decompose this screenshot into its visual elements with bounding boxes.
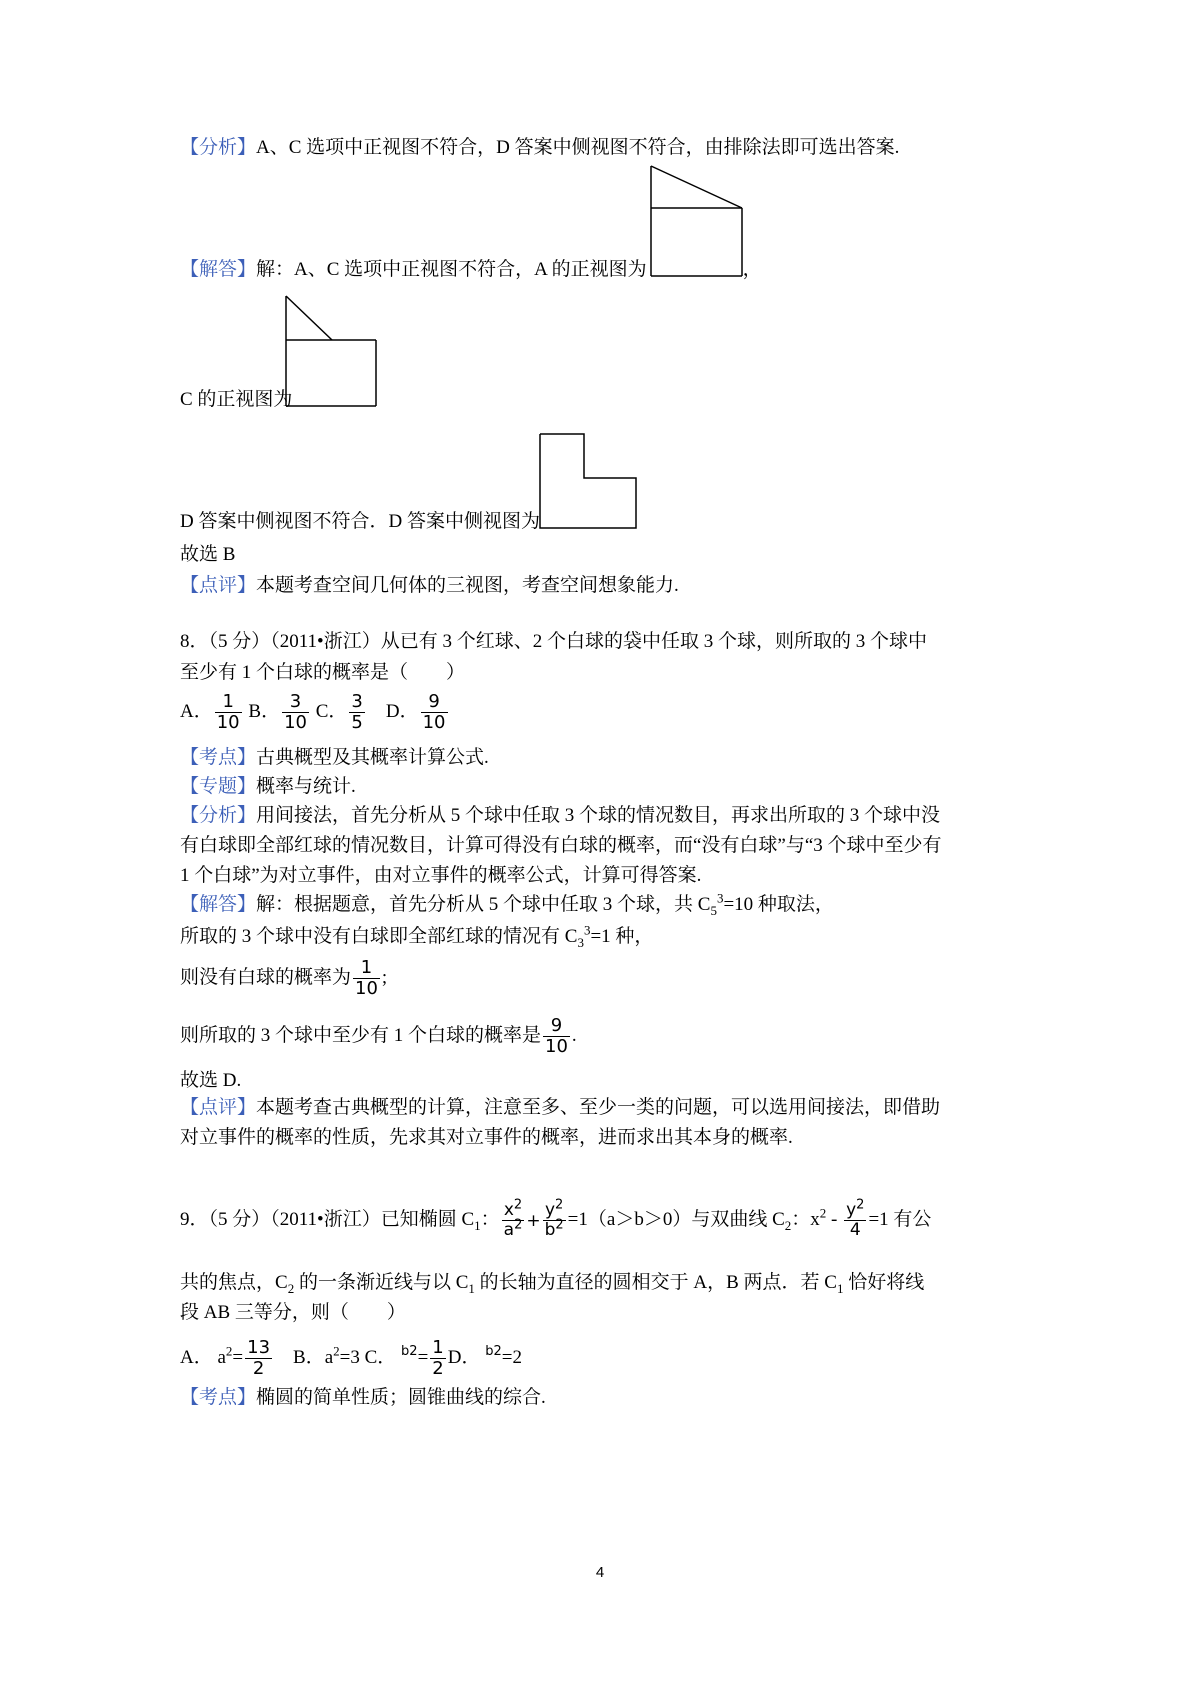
q7-c-view-text: C 的正视图为 [180, 389, 293, 410]
q7-comment [180, 574, 679, 598]
page-number: 4 [595, 1564, 605, 1581]
option-a-fraction: $\frac{13}{2}$ [247, 1337, 271, 1380]
option-d-fraction: $\frac{9}{10}$ [422, 691, 446, 734]
q8-kaodian: 【考点】古典概型及其概率计算公式. [180, 747, 489, 768]
prob-no-white-fraction: $\frac{1}{10}$ [355, 957, 378, 1000]
q8-options: A． $\frac{1}{10}$ B． $\frac{3}{10}$ C． $\frac{3}{5}$ D． $\frac{9}{10}$ [180, 691, 446, 734]
q8-comment-line2: 对立事件的概率的性质，先求其对立事件的概率，进而求出其本身的概率. [180, 1127, 793, 1148]
q8-analysis-line1: 【分析】用间接法，首先分析从 5 个球中任取 3 个球的情况数目，再求出所取的 3 个球中没 [180, 805, 941, 826]
q9-stem-line1: 9．（5 分）（2011•浙江）已知椭圆 $C_1$： $\frac{x^2}{a^2}$ + $\frac{y^2}{b^2}$ =1（a＞b＞0）与双曲线 $C_2$：$x^2$ - $\frac{y^2}{4}$ =1 有公 [180, 1197, 932, 1241]
option-a-fraction: $\frac{1}{10}$ [216, 691, 240, 734]
hyperbola-y-term: $\frac{y^2}{4}$ [846, 1197, 865, 1241]
q9-stem-line3: 段 AB 三等分，则（ ） [180, 1302, 406, 1323]
q8-choose: 故选 D. [180, 1070, 242, 1091]
q8-stem-line2: 至少有 1 个白球的概率是（ ） [180, 662, 466, 683]
q9-stem-line2: 共的焦点，$C_2$ 的一条渐近线与以 $C_1$ 的长轴为直径的圆相交于 A，B 两点．若 $C_1$ 恰好将线 [180, 1272, 925, 1296]
q8-stem-line1: 8．（5 分）（2011•浙江）从已有 3 个红球、2 个白球的袋中任取 3 个球，则所取的 3 个球中 [180, 631, 927, 652]
q8-comment-line1: 【点评】本题考查古典概型的计算，注意至多、至少一类的问题，可以选用间接法，即借助 [180, 1097, 941, 1118]
figure-d-side-view [538, 432, 640, 532]
q8-solution-line1: 【解答】解：根据题意，首先分析从 5 个球中任取 3 个球，共 $C_5^3=10$ 种取法， [180, 890, 834, 918]
option-b-fraction: $\frac{3}{10}$ [284, 691, 307, 734]
q8-analysis-line2: 有白球即全部红球的情况数目，计算可得没有白球的概率，而“没有白球”与“3 个球中至少有 [180, 835, 942, 856]
q9-options: A． $a^2=$ $\frac{13}{2}$ B．$a^2=3$ C． b2= $\frac{1}{2}$ D． b2=2 [180, 1337, 522, 1380]
ellipse-x-term: $\frac{x^2}{a^2}$ [503, 1197, 523, 1241]
solution-tag: 【解答】 [180, 259, 257, 280]
q7-d-text: D 答案中侧视图不符合．D 答案中侧视图为 [180, 511, 540, 532]
ellipse-y-term: $\frac{y^2}{b^2}$ [544, 1197, 564, 1241]
q7-analysis [180, 136, 899, 160]
prob-at-least-one-white-fraction: $\frac{9}{10}$ [545, 1015, 568, 1058]
analysis-tag: 【分析】 [180, 137, 257, 158]
figure-c-front-view [284, 294, 380, 410]
q7-choose: 故选 B [180, 544, 236, 565]
comment-tag: 【点评】 [180, 575, 257, 596]
comment-text: 本题考查空间几何体的三视图，考查空间想象能力. [256, 575, 679, 596]
option-c-fraction: $\frac{1}{2}$ [432, 1337, 444, 1380]
analysis-text: A、C 选项中正视图不符合，D 答案中侧视图不符合，由排除法即可选出答案. [256, 137, 900, 158]
q8-solution-line2: 所取的 3 个球中没有白球即全部红球的情况有 $C_3^3=1$ 种， [180, 922, 654, 950]
q9-kaodian: 【考点】椭圆的简单性质；圆锥曲线的综合. [180, 1387, 546, 1408]
solution-text: 解：A、C 选项中正视图不符合，A 的正视图为 [256, 259, 647, 280]
q8-solution-line4: 则所取的 3 个球中至少有 1 个白球的概率是 $\frac{9}{10}$ . [180, 1015, 577, 1058]
option-c-fraction: $\frac{3}{5}$ [351, 691, 363, 734]
q8-analysis-line3: 1 个白球”为对立事件，由对立事件的概率公式，计算可得答案. [180, 865, 702, 886]
q8-zhuanti: 【专题】概率与统计. [180, 776, 356, 797]
q8-solution-line3: 则没有白球的概率为 $\frac{1}{10}$ ; [180, 957, 388, 1000]
q7-solution: 【解答】解：A、C 选项中正视图不符合，A 的正视图为 ， [180, 259, 762, 280]
